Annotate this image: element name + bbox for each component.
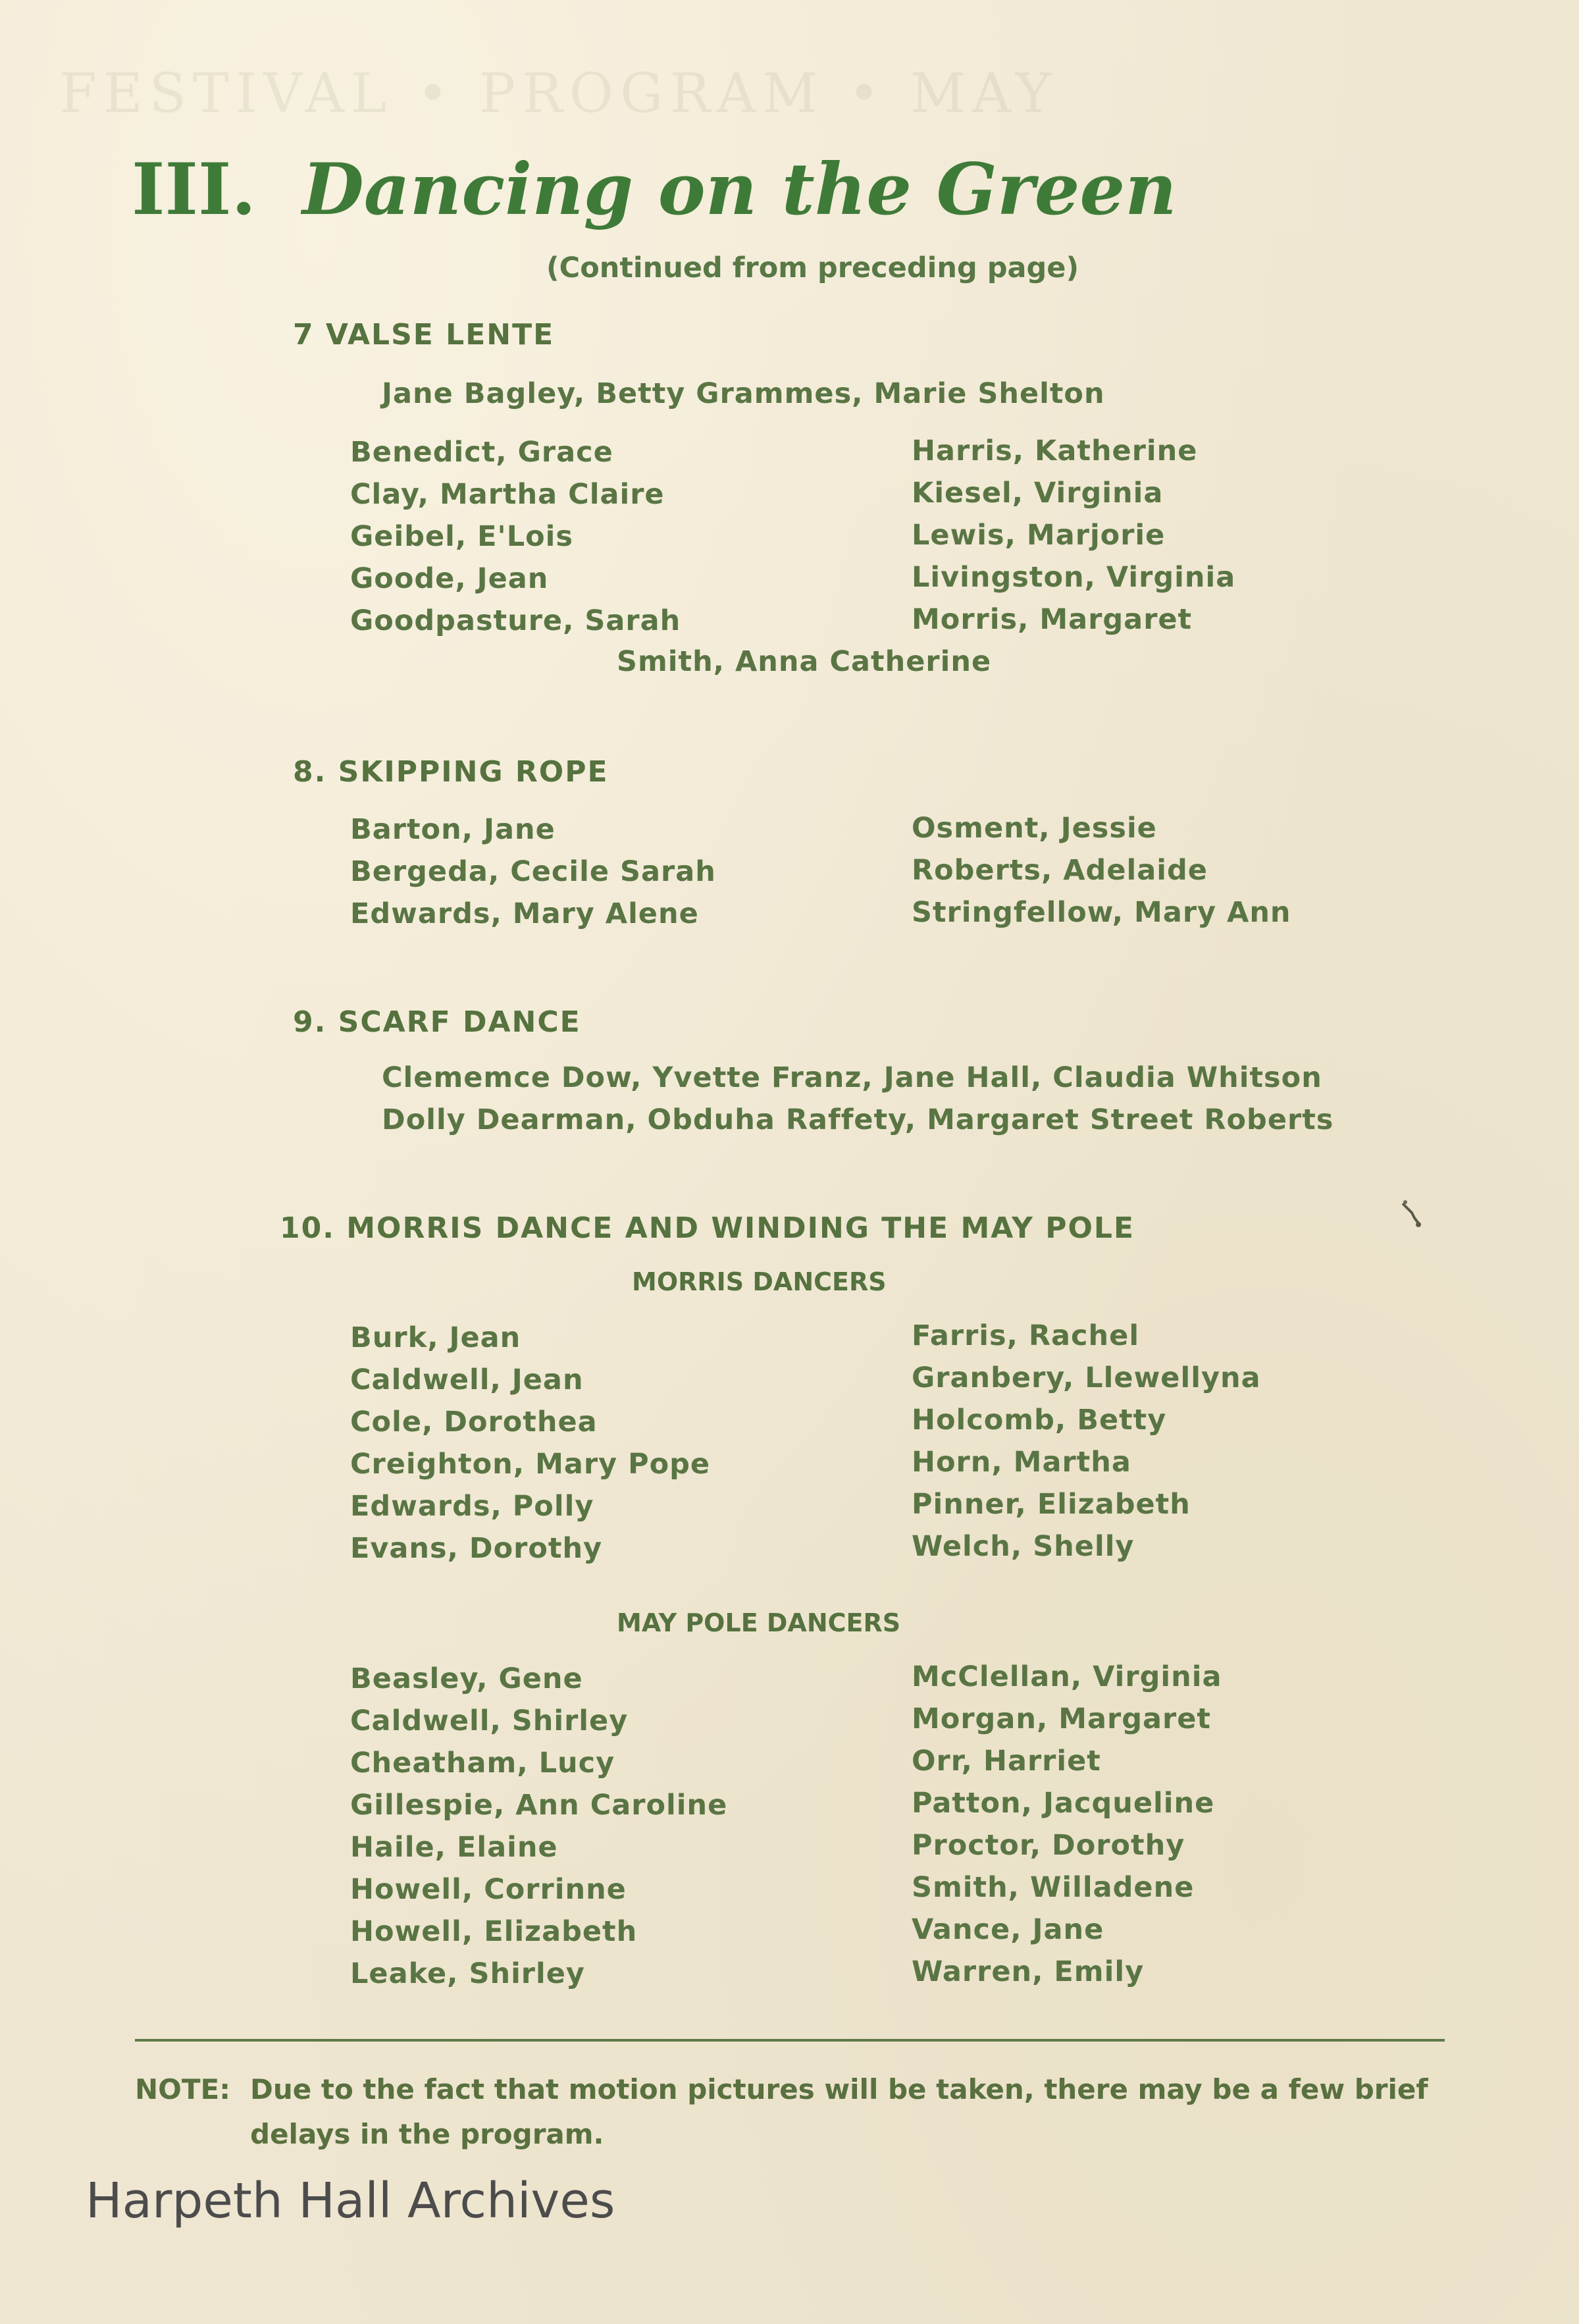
skipping-rope-left-list — [350, 808, 716, 935]
list-item: Morris, Margaret — [912, 603, 1193, 636]
page-subtitle: (Continued from preceding page) — [546, 251, 1079, 284]
list-item: Roberts, Adelaide — [912, 854, 1208, 887]
heading-morris-maypole: 10. MORRIS DANCE AND WINDING THE MAY POLE — [280, 1211, 1135, 1245]
skipping-rope-right-list — [912, 807, 1291, 934]
list-item: Horn, Martha — [912, 1446, 1131, 1479]
section-numeral: III. — [132, 148, 257, 231]
valse-lente-center-name: Smith, Anna Catherine — [617, 645, 992, 678]
divider-rule — [135, 2039, 1445, 2042]
maypole-right-list — [912, 1656, 1222, 1993]
note-label: NOTE: — [135, 2073, 230, 2105]
list-item: Goode, Jean — [350, 562, 549, 595]
valse-lente-leads: Jane Bagley, Betty Grammes, Marie Shelton — [382, 377, 1105, 410]
list-item: Morgan, Margaret — [912, 1703, 1211, 1735]
list-item: Cheatham, Lucy — [350, 1747, 615, 1780]
list-item: Granbery, Llewellyna — [912, 1361, 1261, 1394]
list-item: Geibel, E'Lois — [350, 520, 573, 553]
list-item: Holcomb, Betty — [912, 1404, 1167, 1437]
list-item: Edwards, Mary Alene — [350, 897, 699, 930]
list-item: Farris, Rachel — [912, 1319, 1140, 1352]
list-item: Vance, Jane — [912, 1913, 1104, 1946]
list-item: Smith, Willadene — [912, 1871, 1195, 1904]
list-item: Caldwell, Jean — [350, 1363, 584, 1396]
list-item: Burk, Jean — [350, 1321, 521, 1354]
list-item: Stringfellow, Mary Ann — [912, 896, 1291, 929]
list-item: Edwards, Polly — [350, 1490, 594, 1523]
maypole-dancers-label: MAY POLE DANCERS — [617, 1608, 901, 1637]
list-item: Howell, Elizabeth — [350, 1915, 638, 1948]
list-item: Patton, Jacqueline — [912, 1787, 1215, 1820]
morris-left-list — [350, 1317, 710, 1570]
list-item: Orr, Harriet — [912, 1745, 1101, 1778]
list-item: Bergeda, Cecile Sarah — [350, 855, 716, 888]
page-title — [132, 148, 1177, 231]
list-item: Benedict, Grace — [350, 436, 613, 469]
list-item: Livingston, Virginia — [912, 561, 1236, 594]
heading-scarf-dance: 9. SCARF DANCE — [293, 1005, 581, 1039]
list-item: Warren, Emily — [912, 1955, 1145, 1988]
list-item: Clay, Martha Claire — [350, 478, 665, 511]
list-item: Pinner, Elizabeth — [912, 1488, 1191, 1521]
bleed-through-text: FESTIVAL • PROGRAM • MAY — [59, 63, 1058, 125]
list-item: Beasley, Gene — [350, 1662, 583, 1695]
morris-right-list — [912, 1315, 1261, 1568]
maypole-left-list — [350, 1658, 727, 1995]
archive-watermark: Harpeth Hall Archives — [86, 2173, 615, 2229]
list-item: Howell, Corrinne — [350, 1873, 627, 1906]
note-text: Due to the fact that motion pictures will be taken, there may be a few brief delays in the program. — [250, 2073, 1428, 2150]
list-item: Gillespie, Ann Caroline — [350, 1789, 728, 1822]
valse-lente-right-list — [912, 430, 1235, 641]
list-item: Proctor, Dorothy — [912, 1829, 1185, 1862]
scarf-dance-line-2: Dolly Dearman, Obduha Raffety, Margaret Street Roberts — [382, 1103, 1334, 1136]
list-item: Osment, Jessie — [912, 812, 1157, 845]
list-item: Caldwell, Shirley — [350, 1704, 629, 1737]
list-item: Leake, Shirley — [350, 1957, 585, 1990]
morris-dancers-label: MORRIS DANCERS — [632, 1267, 887, 1296]
list-item: Lewis, Marjorie — [912, 519, 1166, 552]
list-item: Welch, Shelly — [912, 1530, 1135, 1563]
section-title: Dancing on the Green — [302, 148, 1177, 231]
ink-speck-mark — [1399, 1198, 1425, 1238]
list-item: Harris, Katherine — [912, 435, 1198, 467]
list-item: McClellan, Virginia — [912, 1660, 1222, 1693]
valse-lente-left-list — [350, 431, 681, 642]
list-item: Barton, Jane — [350, 813, 556, 846]
heading-skipping-rope: 8. SKIPPING ROPE — [293, 755, 609, 789]
list-item: Haile, Elaine — [350, 1831, 558, 1864]
heading-valse-lente: 7 VALSE LENTE — [293, 318, 555, 352]
list-item: Creighton, Mary Pope — [350, 1448, 711, 1481]
list-item: Goodpasture, Sarah — [350, 604, 681, 637]
scarf-dance-line-1: Clememce Dow, Yvette Franz, Jane Hall, Claudia Whitson — [382, 1061, 1322, 1094]
list-item: Kiesel, Virginia — [912, 477, 1164, 510]
list-item: Evans, Dorothy — [350, 1532, 603, 1565]
list-item: Cole, Dorothea — [350, 1406, 598, 1439]
